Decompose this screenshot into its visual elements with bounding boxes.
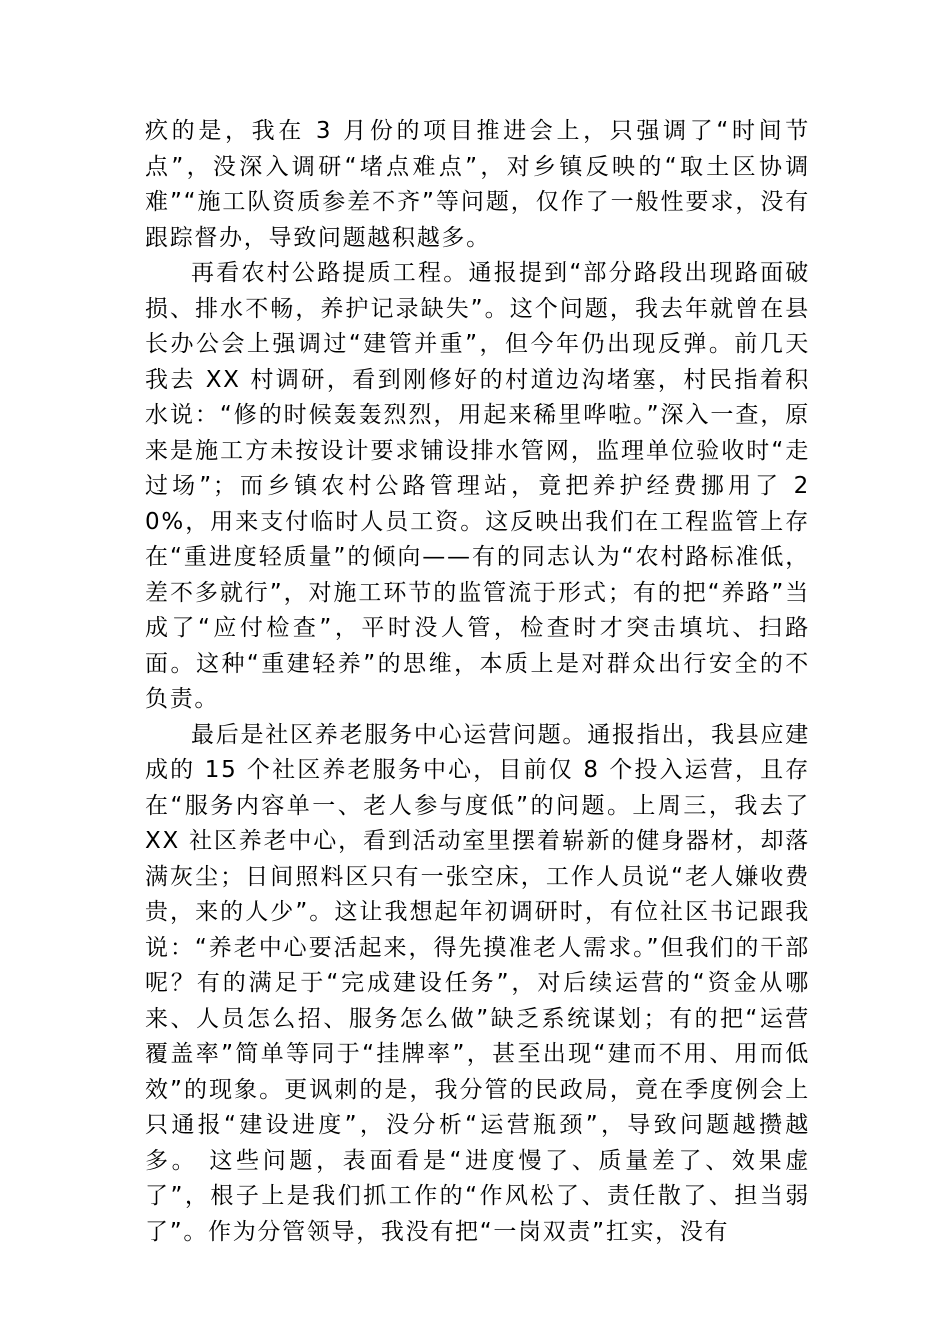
- document-body: [145, 114, 810, 1250]
- paragraph-rural-roads: 再看农村公路提质工程。通报提到“部分路段出现路面破损、排水不畅，养护记录缺失”。这个问题，我去年就曾在县长办公会上强调过“建管并重”，但今年仍出现反弹。前几天我去 XX 村调研，看到刚修好的村道边沟堵塞，村民指着积水说：“修的时候轰轰烈烈，用起来稀里哗啦。”深入一查，原来是施工方未按设计要求铺设排水管网，监理单位验收时“走过场”；而乡镇农村公路管理站，竟把养护经费挪用了 20%，用来支付临时人员工资。这反映出我们在工程监管上存在“重进度轻质量”的倾向——有的同志认为“农村路标准低，差不多就行”，对施工环节的监管流于形式；有的把“养路”当成了“应付检查”，平时没人管，检查时才突击填坑、扫路面。这种“重建轻养”的思维，本质上是对群众出行安全的不负责。: [145, 260, 810, 712]
- paragraph-elderly-care-centers: 最后是社区养老服务中心运营问题。通报指出，我县应建成的 15 个社区养老服务中心，目前仅 8 个投入运营，且存在“服务内容单一、老人参与度低”的问题。上周三，我去了 XX 社区养老中心，看到活动室里摆着崭新的健身器材，却落满灰尘；日间照料区只有一张空床，工作人员说“老人嫌收费贵，来的人少”。这让我想起年初调研时，有位社区书记跟我说：“养老中心要活起来，得先摸准老人需求。”但我们的干部呢？有的满足于“完成建设任务”，对后续运营的“资金从哪来、人员怎么招、服务怎么做”缺乏系统谋划；有的把“运营覆盖率”简单等同于“挂牌率”，甚至出现“建而不用、用而低效”的现象。更讽刺的是，我分管的民政局，竟在季度例会上只通报“建设进度”，没分析“运营瓶颈”，导致问题越攒越多。 这些问题，表面看是“进度慢了、质量差了、效果虚了”，根子上是我们抓工作的“作风松了、责任散了、担当弱了”。作为分管领导，我没有把“一岗双责”扛实，没有: [145, 721, 810, 1245]
- paragraph-continuation: 疚的是，我在 3 月份的项目推进会上，只强调了“时间节点”，没深入调研“堵点难点”，对乡镇反映的“取土区协调难”“施工队资质参差不齐”等问题，仅作了一般性要求，没有跟踪督办，导致问题越积越多。: [145, 118, 810, 251]
